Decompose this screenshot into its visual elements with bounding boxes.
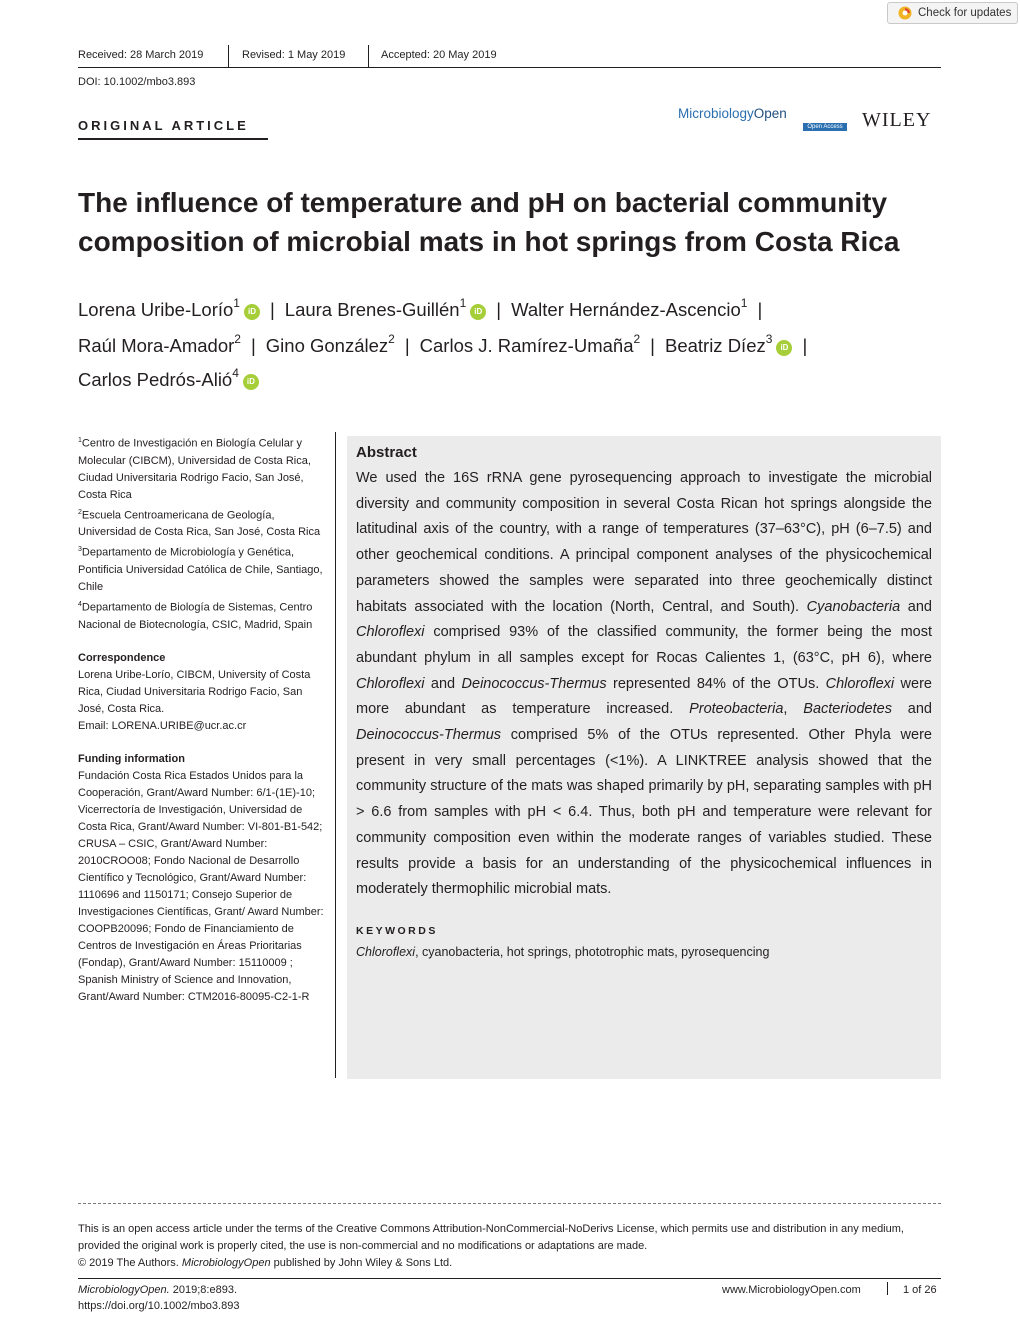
- received-date: Received: 28 March 2019: [78, 49, 204, 61]
- author-affil: 2: [388, 332, 395, 346]
- footer-separator: [887, 1282, 888, 1295]
- page-number: 1 of 26: [903, 1284, 937, 1296]
- orcid-icon[interactable]: iD: [243, 374, 259, 390]
- author[interactable]: [284, 296, 487, 321]
- publisher-logo: WILEY: [862, 109, 932, 131]
- correspondence-text: Lorena Uribe-Lorío, CIBCM, University of Costa Rica, Ciudad Universitaria Rodrigo Facio, San José, Costa Rica.: [78, 668, 311, 715]
- author-name: Carlos Pedrós-Alió: [78, 369, 233, 391]
- author-affil: 1: [233, 296, 240, 310]
- author-separator: |: [404, 335, 410, 357]
- affiliation: [78, 541, 328, 596]
- check-updates-label: Check for updates: [918, 7, 1012, 19]
- affiliation-text: Departamento de Microbiología y Genética, Pontificia Universidad Católica de Chile, Santiago, Chile: [78, 546, 323, 593]
- header-rule: [78, 67, 941, 68]
- author-affil: 1: [459, 296, 467, 310]
- accepted-date: Accepted: 20 May 2019: [381, 49, 497, 61]
- affiliation-number: 4: [78, 600, 82, 608]
- authors-line-1: [78, 298, 948, 321]
- citation-doi-link[interactable]: https://doi.org/10.1002/mbo3.893: [78, 1300, 240, 1312]
- author[interactable]: [78, 366, 259, 391]
- author-name: Walter Hernández-Ascencio: [511, 299, 741, 321]
- author-separator: |: [757, 299, 763, 321]
- article-info-sidebar: [78, 432, 328, 1006]
- open-access-badge: Open Access: [803, 123, 847, 131]
- license-text: This is an open access article under the terms of the Creative Commons Attribution-NonCommercial-NoDerivs License, which permits use and distribution in any medium, provided the original work is properly cited, the use is non-commercial and no modifications or adaptations are made.: [78, 1223, 904, 1252]
- date-separator: [228, 45, 229, 67]
- authors-line-3: [78, 368, 948, 391]
- author-separator: |: [802, 335, 808, 357]
- author[interactable]: [419, 332, 641, 357]
- article-type: ORIGINAL ARTICLE: [78, 118, 249, 133]
- article-type-underline: [78, 138, 268, 140]
- footer-rule: [78, 1278, 941, 1279]
- affiliation-text: Centro de Investigación en Biología Celular y Molecular (CIBCM), Universidad de Costa Rica, Ciudad Universitaria Rodrigo Facio, San José, Costa Rica: [78, 437, 311, 501]
- orcid-icon[interactable]: iD: [776, 340, 792, 356]
- article-title: The influence of temperature and pH on bacterial community composition of microbial mats in hot springs from Costa Rica: [78, 187, 900, 257]
- affiliation: [78, 504, 328, 542]
- journal-logo-part2: Open: [753, 106, 787, 121]
- funding-heading: Funding information: [78, 752, 185, 765]
- keyword-list: , cyanobacteria, hot springs, phototrophic mats, pyrosequencing: [415, 945, 770, 959]
- check-for-updates-button[interactable]: [887, 2, 1018, 24]
- author-name: Beatriz Díez: [664, 335, 766, 357]
- authors-line-2: [78, 334, 948, 357]
- affiliation-number: 2: [78, 508, 82, 516]
- affiliation-number: 3: [78, 546, 82, 554]
- column-divider: [335, 432, 336, 1078]
- keywords-text: [356, 945, 769, 959]
- author-affil: 4: [232, 366, 239, 380]
- history-dates: [78, 49, 941, 65]
- author-separator: |: [250, 335, 256, 357]
- footer-dashed-rule: [78, 1203, 941, 1204]
- copyright-text: © 2019 The Authors. MicrobiologyOpen published by John Wiley & Sons Ltd.: [78, 1257, 453, 1269]
- author-name: Raúl Mora-Amador: [78, 335, 235, 357]
- orcid-icon[interactable]: iD: [470, 304, 486, 320]
- author-affil: 3: [765, 332, 773, 346]
- author-name: Laura Brenes-Guillén: [284, 299, 460, 321]
- correspondence-heading: Correspondence: [78, 651, 166, 664]
- author-name: Gino González: [265, 335, 389, 357]
- author[interactable]: [78, 332, 241, 357]
- correspondence-email[interactable]: Email: LORENA.URIBE@ucr.ac.cr: [78, 719, 247, 732]
- author-separator: |: [496, 299, 502, 321]
- affiliation-text: Escuela Centroamericana de Geología, Universidad de Costa Rica, San José, Costa Rica: [78, 509, 321, 539]
- author[interactable]: [511, 296, 748, 321]
- orcid-icon[interactable]: iD: [244, 304, 260, 320]
- doi[interactable]: DOI: 10.1002/mbo3.893: [78, 76, 196, 88]
- author-affil: 2: [633, 332, 641, 346]
- license-notice: [78, 1221, 941, 1272]
- author-separator: |: [650, 335, 655, 357]
- keyword-italic: Chloroflexi: [356, 945, 416, 959]
- author[interactable]: [265, 332, 395, 357]
- abstract-heading: Abstract: [356, 444, 417, 461]
- keywords-heading: KEYWORDS: [356, 925, 438, 937]
- revised-date: Revised: 1 May 2019: [242, 49, 346, 61]
- journal-website-link[interactable]: www.MicrobiologyOpen.com: [722, 1284, 861, 1296]
- affiliation-text: Departamento de Biología de Sistemas, Centro Nacional de Biotecnología, CSIC, Madrid, Spain: [78, 601, 313, 631]
- date-separator: [368, 45, 369, 67]
- author-affil: 1: [740, 296, 748, 310]
- citation: [78, 1284, 237, 1296]
- journal-logo-part1: Microbiology: [678, 106, 754, 121]
- affiliation: [78, 596, 328, 634]
- author[interactable]: [664, 332, 792, 357]
- citation-volume: 2019;8:e893.: [169, 1284, 238, 1296]
- author-affil: 2: [234, 332, 241, 346]
- citation-journal: MicrobiologyOpen.: [78, 1284, 170, 1296]
- affiliation-number: 1: [78, 437, 82, 444]
- check-updates-icon: [898, 6, 912, 20]
- author-separator: |: [269, 299, 275, 321]
- author-name: Carlos J. Ramírez-Umaña: [419, 335, 634, 357]
- funding-text: Fundación Costa Rica Estados Unidos para la Cooperación, Grant/Award Number: 6/1-(1E)-10; Vicerrectoría de Investigación, Universidad de Costa Rica, Grant/Award Number: VI-801-B1-542; CRUSA – CSIC, Grant/Award Number: 2010CROO08; Fondo Nacional de Desarrollo Científico y Tecnológico, Grant/Award Number: 1110696 and 1150171; Consejo Superior de Investigaciones Científicas, Grant/ Award Number: COOPB20096; Fondo de Financiamiento de Centros de Investigación en Áreas Prioritarias (Fondap), Grant/Award Number: 15110009 ; Spanish Ministry of Science and Innovation, Grant/Award Number: CTM2016-80095-C2-1-R: [78, 769, 324, 1003]
- abstract-text: We used the 16S rRNA gene pyrosequencing approach to investigate the microbial diversity and community composition in several Costa Rican hot springs alongside the latitudinal axis of the country, with a range of temperatures (37–63°C), pH (6–7.5) and other geochemical conditions. A principal component analyses of the physicochemical parameters showed the samples were separated into three geochemically distinct habitats associated with the location (North, Central, and South). Cyanobacteria and Chloroflexi comprised 93% of the classified community, the former being the most abundant phylum in all samples except for Rocas Calientes 1, (63°C, pH 6), where Chloroflexi and Deinococcus-Thermus represented 84% of the OTUs. Chloroflexi were more abundant as temperature increased. Proteobacteria, Bacteriodetes and Deinococcus-Thermus comprised 5% of the OTUs represented. Other Phyla were present in very small percentages (<1%). A LINKTREE analysis showed that the community structure of the mats was shaped primarily by pH, separating samples with pH > 6.6 from samples with pH < 6.4. Thus, both pH and temperature were relevant for community composition even within the moderate ranges of variables studied. These results provide a basis for an understanding of the physicochemical influences in moderately thermophilic microbial mats.: [356, 470, 932, 898]
- author-name: Lorena Uribe-Loríο: [78, 299, 234, 321]
- journal-logo: [678, 106, 787, 121]
- author[interactable]: [78, 296, 260, 321]
- affiliation: [78, 432, 328, 504]
